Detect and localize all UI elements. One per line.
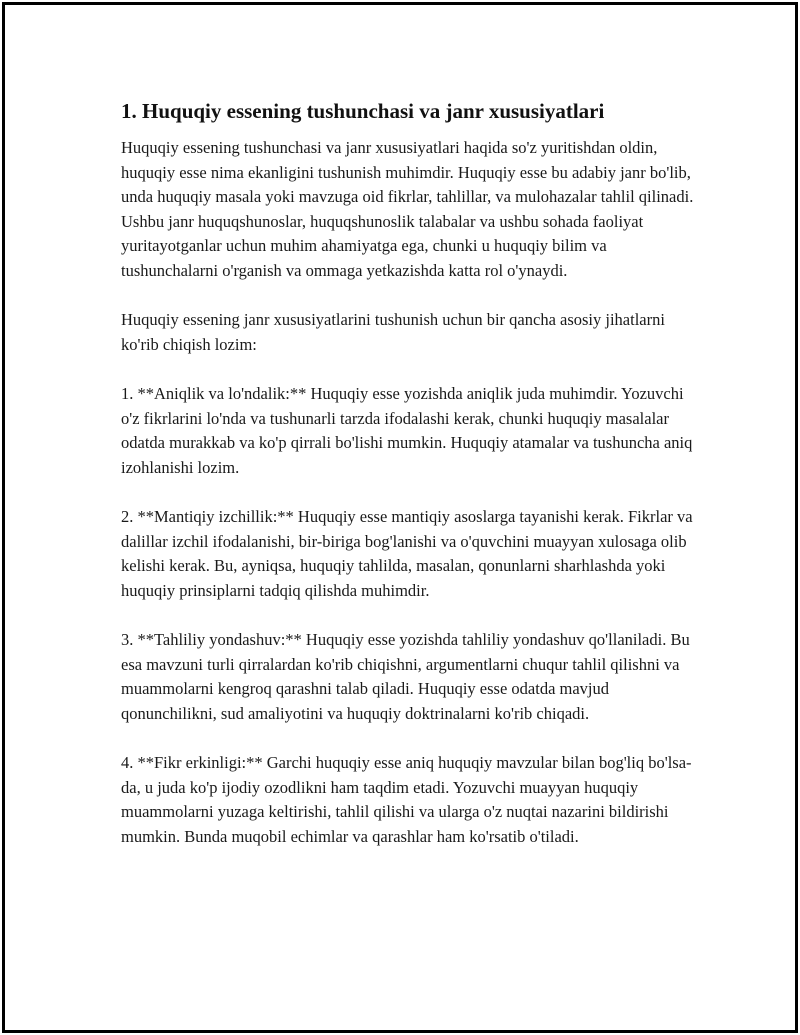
document-body xyxy=(121,97,701,874)
features-lead-paragraph: Huquqiy essening janr xususiyatlarini tushunish uchun bir qancha asosiy jihatlarni ko'rib chiqish lozim: xyxy=(121,310,665,354)
section-heading: 1. Huquqiy essening tushunchasi va janr xususiyatlari xyxy=(121,99,605,123)
intro-paragraph: Huquqiy essening tushunchasi va janr xususiyatlari haqida so'z yuritishdan oldin, huquqiy esse nima ekanligini tushunish muhimdir. Huquqiy esse bu adabiy janr bo'lib, unda huquqiy masala yoki mavzuga oid fikrlar, tahlillar, va mulohazalar tahlil qilinadi. Ushbu janr huquqshunoslar, huquqshunoslik talabalar va ushbu sohada faoliyat yuritayotganlar uchun muhim ahamiyatga ega, chunki u huquqiy bilim va tushunchalarni o'rganish va ommaga yetkazishda katta rol o'ynaydi. xyxy=(121,138,694,280)
page-frame xyxy=(2,2,798,1033)
feature-item-accuracy: 1. **Aniqlik va lo'ndalik:** Huquqiy esse yozishda aniqlik juda muhimdir. Yozuvchi o'z fikrlarini lo'nda va tushunarli tarzda ifodalashi kerak, chunki huquqiy masalalar odatda murakkab va ko'p qirrali bo'lishi mumkin. Huquqiy atamalar va tushuncha aniq izohlanishi lozim. xyxy=(121,384,693,477)
feature-item-analytical-approach: 3. **Tahliliy yondashuv:** Huquqiy esse yozishda tahliliy yondashuv qo'llaniladi. Bu esa mavzuni turli qirralardan ko'rib chiqishni, argumentlarni chuqur tahlil qilishni va muammolarni kengroq qarashni talab qiladi. Huquqiy esse odatda mavjud qonunchilikni, sud amaliyotini va huquqiy doktrinalarni ko'rib chiqadi. xyxy=(121,630,690,723)
feature-item-freedom-of-thought: 4. **Fikr erkinligi:** Garchi huquqiy esse aniq huquqiy mavzular bilan bog'liq bo'lsa-da, u juda ko'p ijodiy ozodlikni ham taqdim etadi. Yozuvchi muayyan huquqiy muammolarni yuzaga keltirishi, tahlil qilishi va ularga o'z nuqtai nazarini bildirishi mumkin. Bunda muqobil echimlar va qarashlar ham ko'rsatib o'tiladi. xyxy=(121,753,692,846)
feature-item-logical-consistency: 2. **Mantiqiy izchillik:** Huquqiy esse mantiqiy asoslarga tayanishi kerak. Fikrlar va dalillar izchil ifodalanishi, bir-biriga bog'lanishi va o'quvchini muayyan xulosaga olib kelishi kerak. Bu, ayniqsa, huquqiy tahlilda, masalan, qonunlarni sharhlashda yoki huquqiy prinsiplarni tadqiq qilishda muhimdir. xyxy=(121,507,693,600)
